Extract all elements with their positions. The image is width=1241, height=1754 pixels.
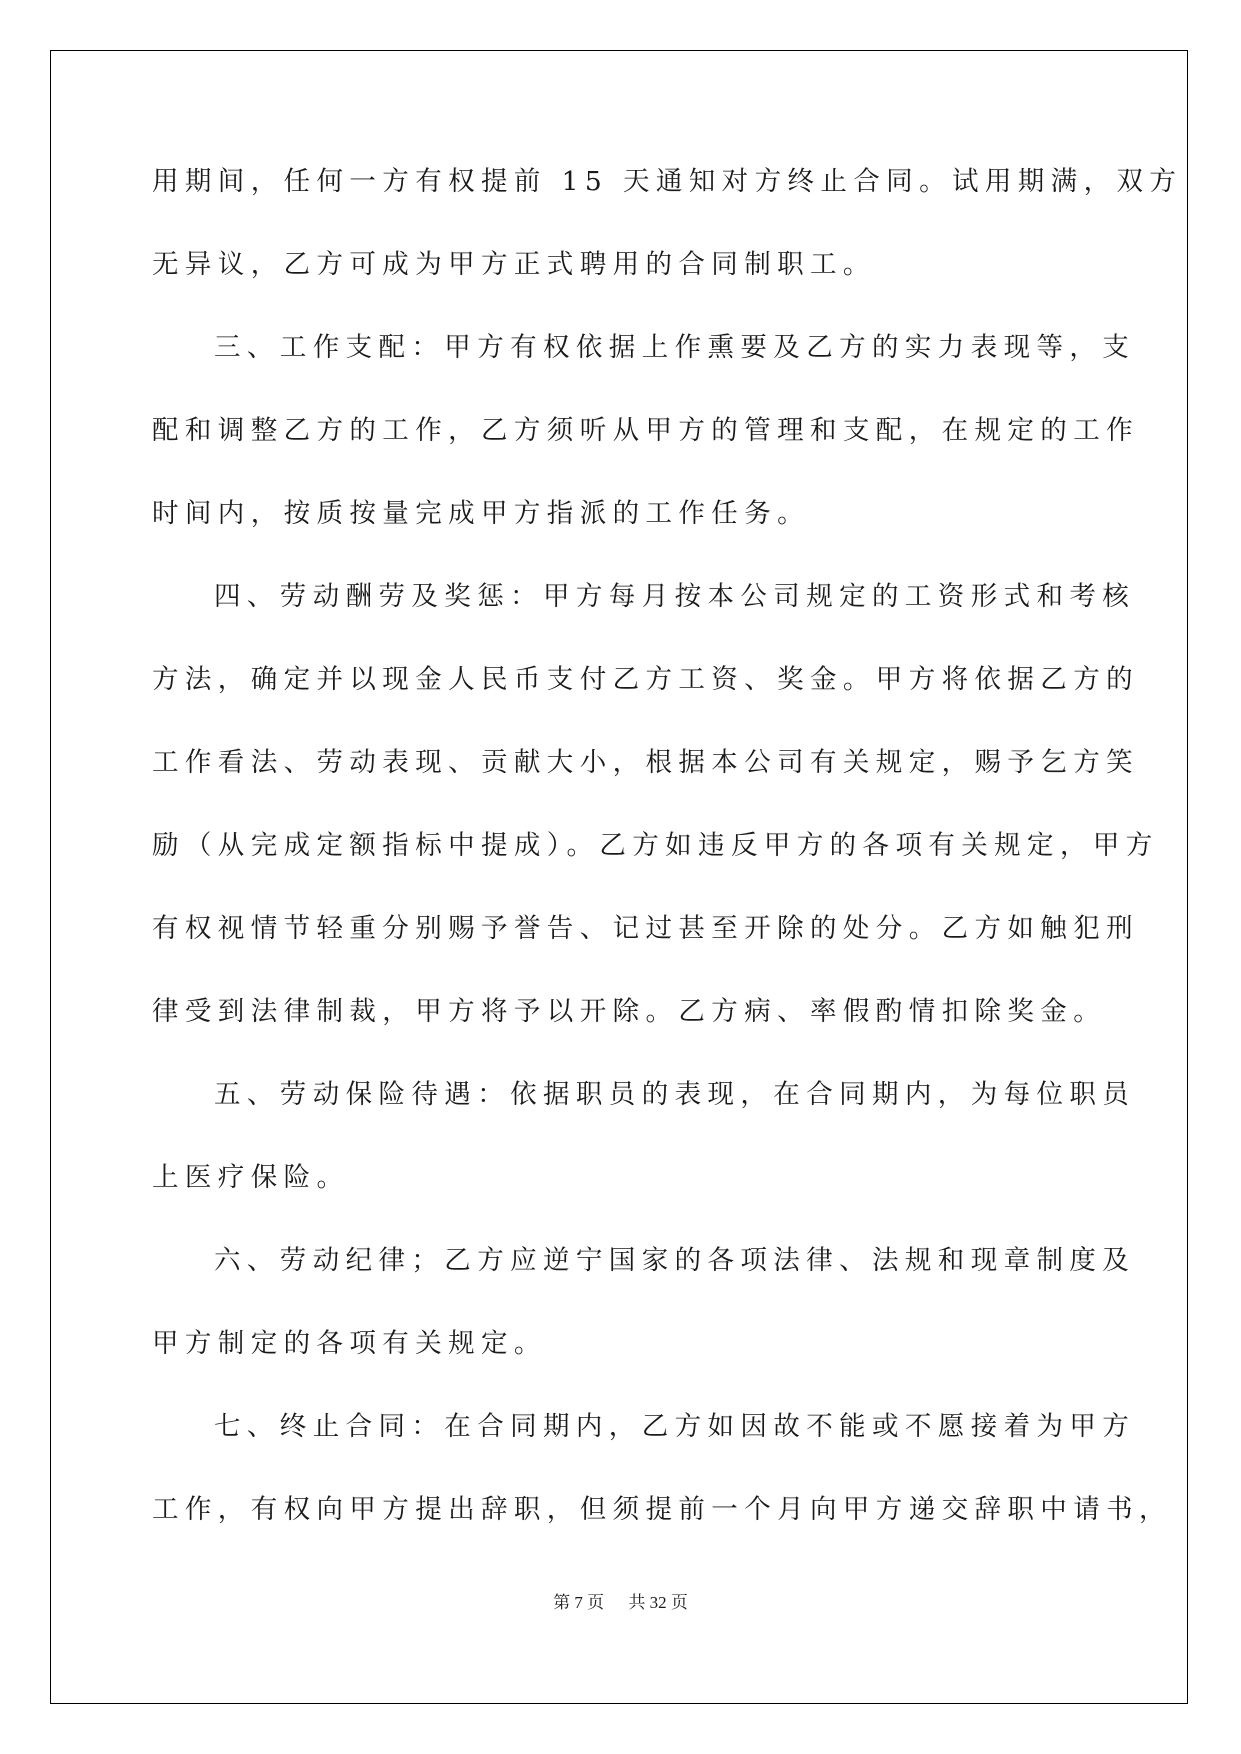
text-line: 上医疗保险。 [152,1162,350,1193]
text-line: 工作看法、劳动表现、贡献大小，根据本公司有关规定，赐予乞方笑 [152,747,1139,778]
section-4-heading-line: 四、劳动酬劳及奖惩：甲方每月按本公司规定的工资形式和考核 [214,581,1136,612]
section-6-heading-line: 六、劳动纪律；乙方应逆宁国家的各项法律、法规和现章制度及 [214,1245,1136,1276]
text-line: 时间内，按质按量完成甲方指派的工作任务。 [152,498,810,529]
text-line: 励（从完成定额指标中提成）。乙方如违反甲方的各项有关规定，甲方 [152,830,1159,861]
text-line: 工作，有权向甲方提出辞职，但须提前一个月向甲方递交辞职中请书， [152,1494,1172,1525]
document-body [152,166,1183,1579]
section-7-heading-line: 七、终止合同：在合同期内，乙方如因故不能或不愿接着为甲方 [214,1411,1136,1442]
text-line: 有权视情节轻重分别赐予誉告、记过甚至开除的处分。乙方如触犯刑 [152,913,1139,944]
section-3-heading-line: 三、工作支配：甲方有权依据上作熏要及乙方的实力表现等，支 [214,332,1136,363]
text-line: 律受到法律制裁，甲方将予以开除。乙方病、率假酌情扣除奖金。 [152,996,1107,1027]
text-line: 配和调整乙方的工作，乙方须听从甲方的管理和支配，在规定的工作 [152,415,1139,446]
page-footer [0,1588,1241,1613]
text-line: 无异议，乙方可成为甲方正式聘用的合同制职工。 [152,249,876,280]
section-5-heading-line: 五、劳动保险待遇：依据职员的表现，在合同期内，为每位职员 [214,1079,1136,1110]
text-line: 用期间，任何一方有权提前 15 天通知对方终止合同。试用期满，双方 [152,166,1183,197]
text-line: 甲方制定的各项有关规定。 [152,1328,547,1359]
page-number-current: 第 7 页 [553,1593,605,1612]
page-number-total: 共 32 页 [628,1593,688,1612]
text-line: 方法，确定并以现金人民币支付乙方工资、奖金。甲方将依据乙方的 [152,664,1139,695]
